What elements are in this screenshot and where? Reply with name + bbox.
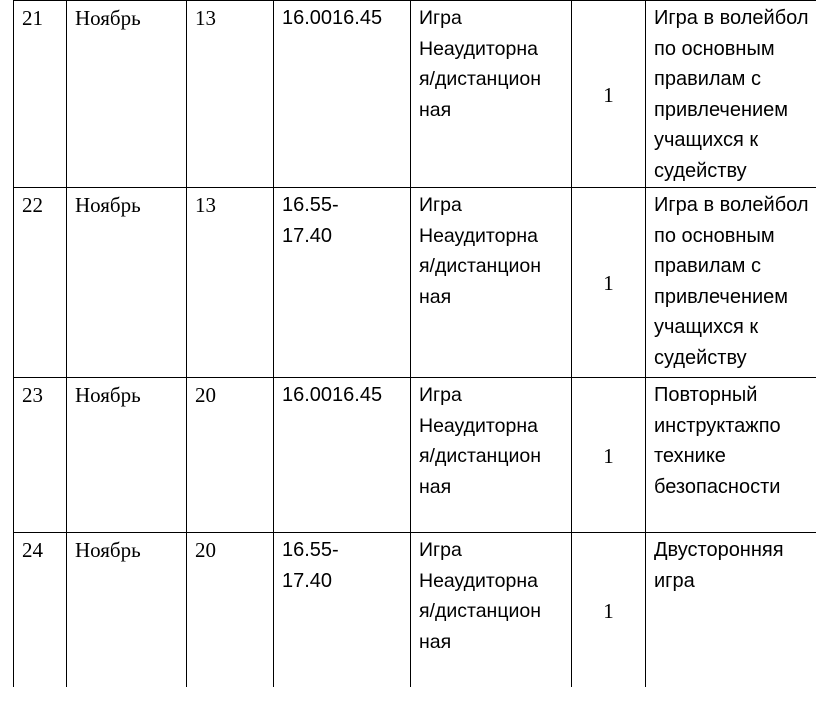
month-cell: Ноябрь	[67, 533, 187, 688]
lesson-number-cell: 24	[14, 533, 67, 688]
hours-cell: 1	[572, 188, 646, 378]
time-cell: 16.0016.45	[274, 1, 411, 188]
table-row	[14, 533, 816, 688]
table-row	[14, 1, 816, 188]
lesson-number-cell: 22	[14, 188, 67, 378]
table-row	[14, 188, 816, 378]
topic-cell: Игра в волейбол по основным правилам с привлечением учащихся к судейству	[646, 188, 816, 378]
topic-cell: Повторный инструктажпо технике безопасности	[646, 378, 816, 533]
lesson-form-cell: Игра Неаудиторна я/дистанцион ная	[411, 188, 572, 378]
lesson-form-cell: Игра Неаудиторна я/дистанцион ная	[411, 378, 572, 533]
schedule-table	[13, 0, 816, 687]
hours-cell: 1	[572, 533, 646, 688]
lesson-number-cell: 23	[14, 378, 67, 533]
day-cell: 13	[187, 188, 274, 378]
topic-cell: Двусторонняя игра	[646, 533, 816, 688]
time-cell: 16.0016.45	[274, 378, 411, 533]
month-cell: Ноябрь	[67, 1, 187, 188]
time-cell: 16.55- 17.40	[274, 533, 411, 688]
month-cell: Ноябрь	[67, 378, 187, 533]
time-cell: 16.55- 17.40	[274, 188, 411, 378]
lesson-form-cell: Игра Неаудиторна я/дистанцион ная	[411, 533, 572, 688]
day-cell: 13	[187, 1, 274, 188]
hours-cell: 1	[572, 1, 646, 188]
day-cell: 20	[187, 533, 274, 688]
lesson-number-cell: 21	[14, 1, 67, 188]
hours-cell: 1	[572, 378, 646, 533]
day-cell: 20	[187, 378, 274, 533]
document-page	[13, 0, 816, 687]
lesson-form-cell: Игра Неаудиторна я/дистанцион ная	[411, 1, 572, 188]
topic-cell: Игра в волейбол по основным правилам с привлечением учащихся к судейству	[646, 1, 816, 188]
table-row	[14, 378, 816, 533]
month-cell: Ноябрь	[67, 188, 187, 378]
